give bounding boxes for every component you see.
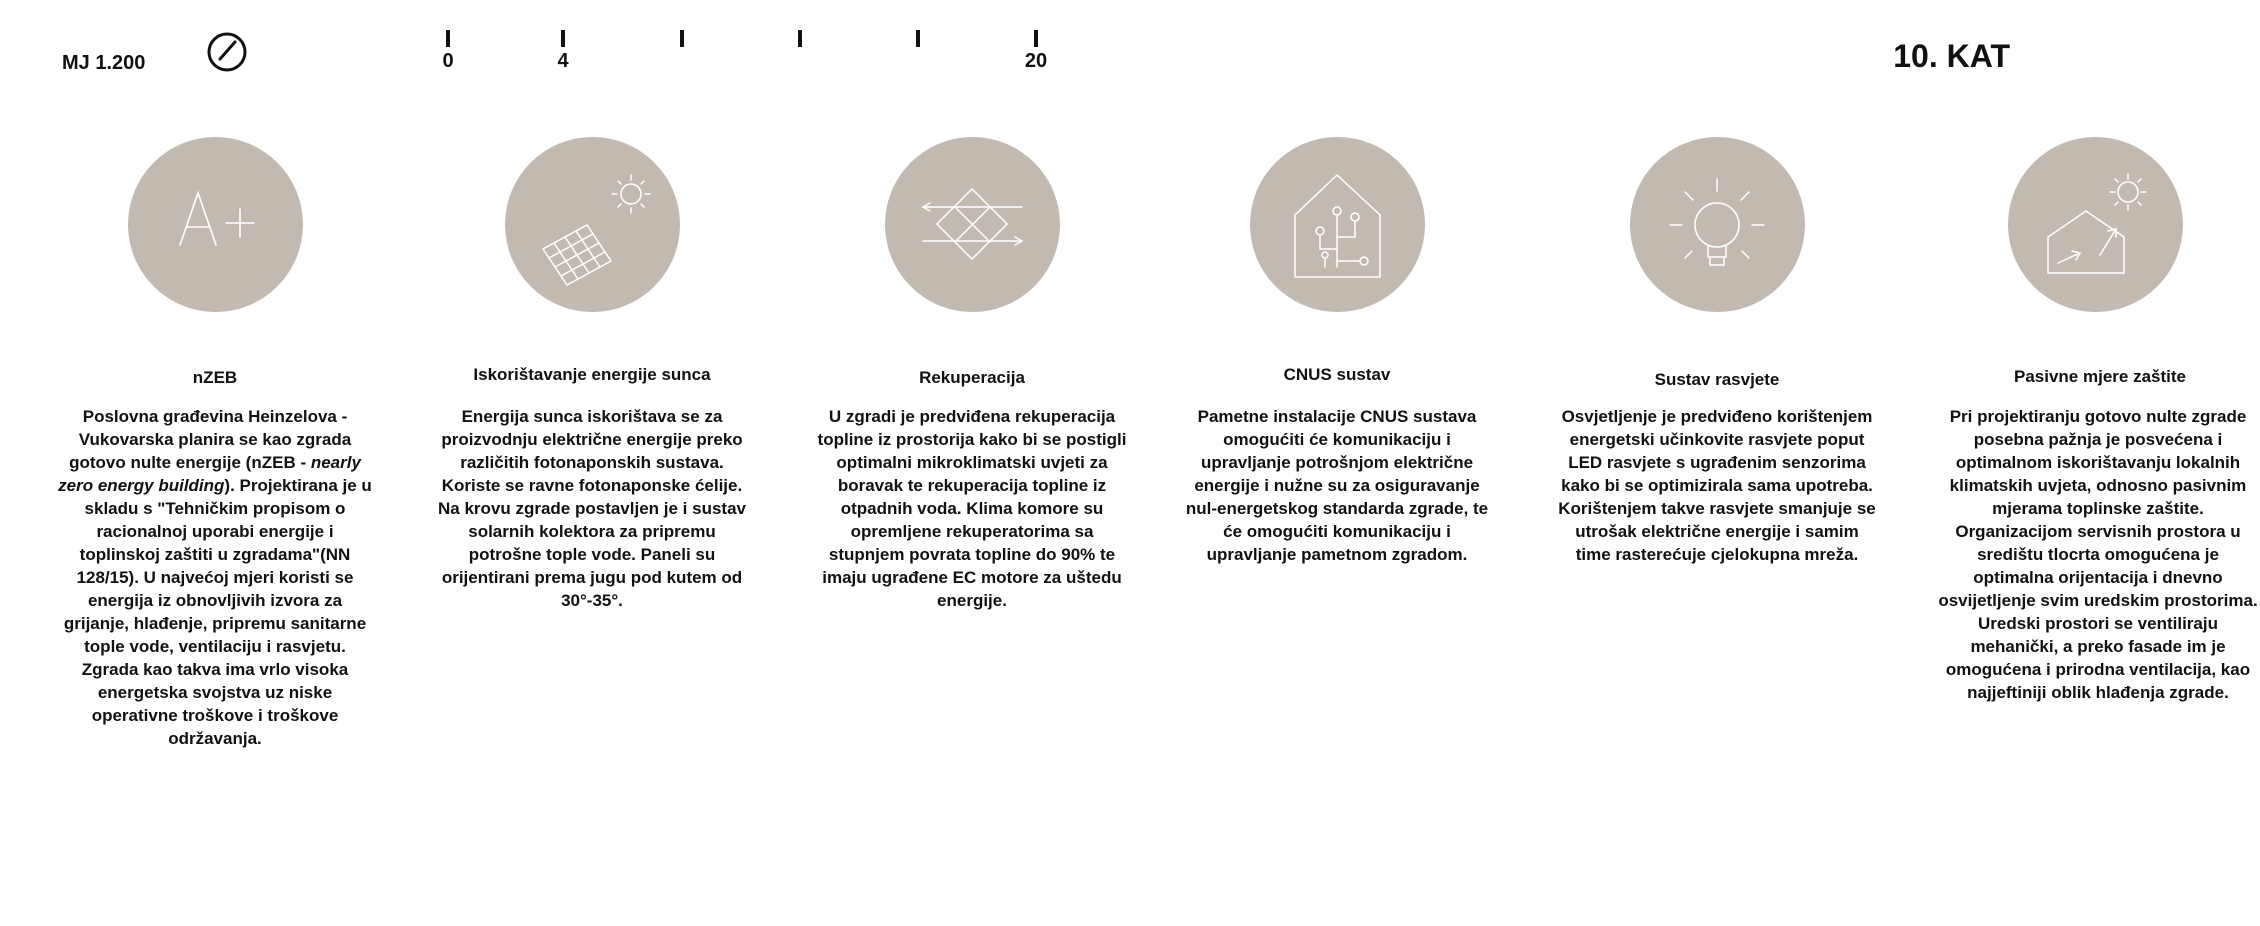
scale-label-0: 0	[442, 50, 454, 72]
scale-tick	[1034, 30, 1038, 47]
scale-tick	[561, 30, 565, 47]
heat-recovery-icon	[885, 137, 1060, 312]
scale-tick	[798, 30, 802, 47]
scale-tick	[446, 30, 450, 47]
a-plus-icon	[128, 137, 303, 312]
card-title: Rekuperacija	[919, 368, 1025, 387]
card-title: Sustav rasvjete	[1654, 370, 1780, 389]
card-title: Pasivne mjere zaštite	[2014, 367, 2186, 386]
smart-house-icon	[1250, 137, 1425, 312]
scale-label-20: 20	[1024, 50, 1048, 72]
card-description: Pametne instalacije CNUS sustava omogućiti će komunikaciju i upravljanje potrošnjom električne energije i nužne su za osiguravanje nul-energetskog standarda zgrade, te će omogućiti komunikaciju i upravljanje pametnom zgradom.	[1185, 407, 1489, 564]
card-title: CNUS sustav	[1283, 365, 1391, 384]
scale-tick	[680, 30, 684, 47]
scale-tick	[916, 30, 920, 47]
card-description: Pri projektiranju gotovo nulte zgrade posebna pažnja je posvećena i optimalnom iskorištavanju lokalnih klimatskih uvjeta, odnosno pasivnim mjerama toplinske zaštite. Organizacijom servisnih prostora u središtu tlocrta omogućena je optimalna orijentacija i dnevno osvijetljenje svim uredskim prostorima. Uredski prostori se ventiliraju mehanički, a preko fasade im je omogućena i prirodna ventilacija, kao najjeftiniji oblik hlađenja zgrade.	[1938, 407, 2258, 702]
scale-label-4: 4	[557, 50, 569, 72]
north-arrow-icon	[205, 30, 249, 74]
floor-label: 10. KAT	[1893, 38, 2010, 74]
card-description: Osvjetljenje je predviđeno korištenjem energetski učinkovite rasvjete poput LED rasvjete s ugrađenim senzorima kako bi se optimizirala sama upotreba. Korištenjem takve rasvjete smanjuje se utrošak električne energije i samim time rasterećuje cjelokupna mreža.	[1558, 407, 1876, 564]
card-description: Poslovna građevina Heinzelova - Vukovarska planira se kao zgrada gotovo nulte energije (nZEB - nearly zero energy building). Projektirana je u skladu s "Tehničkim propisom o racionalnoj uporabi energije i toplinskoj zaštiti u zgradama"(NN 128/15). U najvećoj mjeri koristi se energija iz obnovljivih izvora za grijanje, hlađenje, pripremu sanitarne tople vode, ventilaciju i rasvjetu. Zgrada kao takva ima vrlo visoka energetska svojstva uz niske operativne troškove i troškove održavanja.	[58, 407, 372, 748]
card-description: U zgradi je predviđena rekuperacija topline iz prostorija kako bi se postigli optimalni mikroklimatski uvjeti za boravak te rekuperacija topline iz otpadnih voda. Klima komore su opremljene rekuperatorima sa stupnjem povrata topline do 90% te imaju ugrađene EC motore za uštedu energije.	[817, 407, 1127, 610]
scale-bar	[430, 26, 1070, 76]
house-sun-icon	[2008, 137, 2183, 312]
scale-label: MJ 1.200	[62, 52, 146, 74]
card-title: nZEB	[192, 368, 238, 387]
light-bulb-icon	[1630, 137, 1805, 312]
card-description: Energija sunca iskorištava se za proizvodnju električne energije preko različitih fotonaponskih sustava. Koriste se ravne fotonaponske ćelije. Na krovu zgrade postavljen je i sustav solarnih kolektora za pripremu potrošne tople vode. Paneli su orijentirani prema jugu pod kutem od 30°-35°.	[437, 407, 746, 610]
card-title: Iskorištavanje energije sunca	[473, 365, 711, 384]
solar-panel-sun-icon	[505, 137, 680, 312]
